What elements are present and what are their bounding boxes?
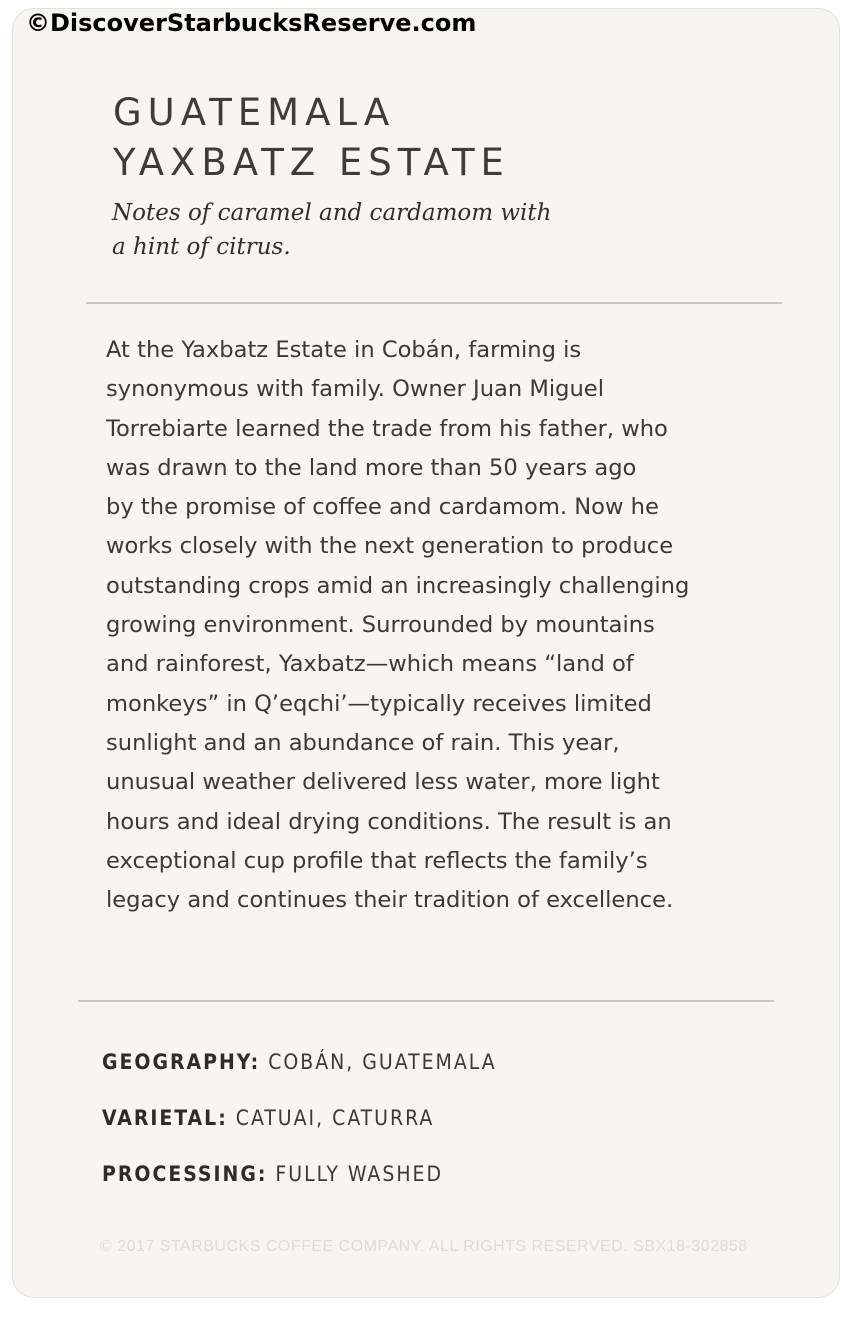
- story-line: At the Yaxbatz Estate in Cobán, farming is: [106, 337, 582, 363]
- watermark-text: ©DiscoverStarbucksReserve.com: [26, 9, 477, 37]
- tasting-notes-line: a hint of citrus.: [112, 234, 291, 260]
- story-line: legacy and continues their tradition of excellence.: [106, 887, 674, 914]
- title-estate: YAXBATZ ESTATE: [113, 141, 510, 184]
- story-line: monkeys” in Q’eqchi’—typically receives limited: [106, 690, 652, 717]
- spec-geography: [102, 1034, 497, 1090]
- story-line: was drawn to the land more than 50 years ago: [106, 454, 637, 481]
- spec-value: FULLY WASHED: [275, 1162, 444, 1186]
- spec-varietal: [102, 1090, 497, 1146]
- story-line: growing environment. Surrounded by mountains: [106, 612, 655, 639]
- story-line: exceptional cup profile that reflects the family’s: [106, 847, 648, 874]
- story-line: sunlight and an abundance of rain. This year,: [106, 729, 620, 756]
- story-line: by the promise of coffee and cardamom. Now he: [106, 494, 659, 521]
- story-line: works closely with the next generation to produce: [106, 533, 674, 560]
- spec-processing: [102, 1146, 497, 1202]
- tasting-notes: [112, 196, 632, 264]
- story-line: unusual weather delivered less water, more light: [106, 769, 660, 796]
- spec-value: CATUAI, CATURRA: [235, 1106, 435, 1130]
- spec-label: VARIETAL:: [102, 1106, 228, 1130]
- title-origin: GUATEMALA: [113, 91, 396, 134]
- copyright-notice: © 2017 STARBUCKS COFFEE COMPANY. ALL RIGHTS RESERVED. SBX18-302858: [100, 1238, 748, 1255]
- story-line: and rainforest, Yaxbatz—which means “land of: [106, 651, 634, 678]
- story-line: Torrebiarte learned the trade from his father, who: [106, 415, 668, 442]
- spec-label: PROCESSING:: [102, 1162, 268, 1186]
- coffee-title: [113, 88, 510, 188]
- tasting-notes-line: Notes of caramel and cardamom with: [112, 200, 552, 226]
- story-line: synonymous with family. Owner Juan Miguel: [106, 376, 604, 403]
- story-paragraph: [106, 331, 746, 920]
- spec-label: GEOGRAPHY:: [102, 1050, 261, 1074]
- coffee-specs: [102, 1034, 497, 1202]
- spec-value: COBÁN, GUATEMALA: [268, 1050, 497, 1074]
- divider-bottom: [78, 1000, 774, 1002]
- story-line: outstanding crops amid an increasingly challenging: [106, 572, 690, 599]
- story-line: hours and ideal drying conditions. The result is an: [106, 808, 672, 835]
- divider-top: [86, 302, 782, 304]
